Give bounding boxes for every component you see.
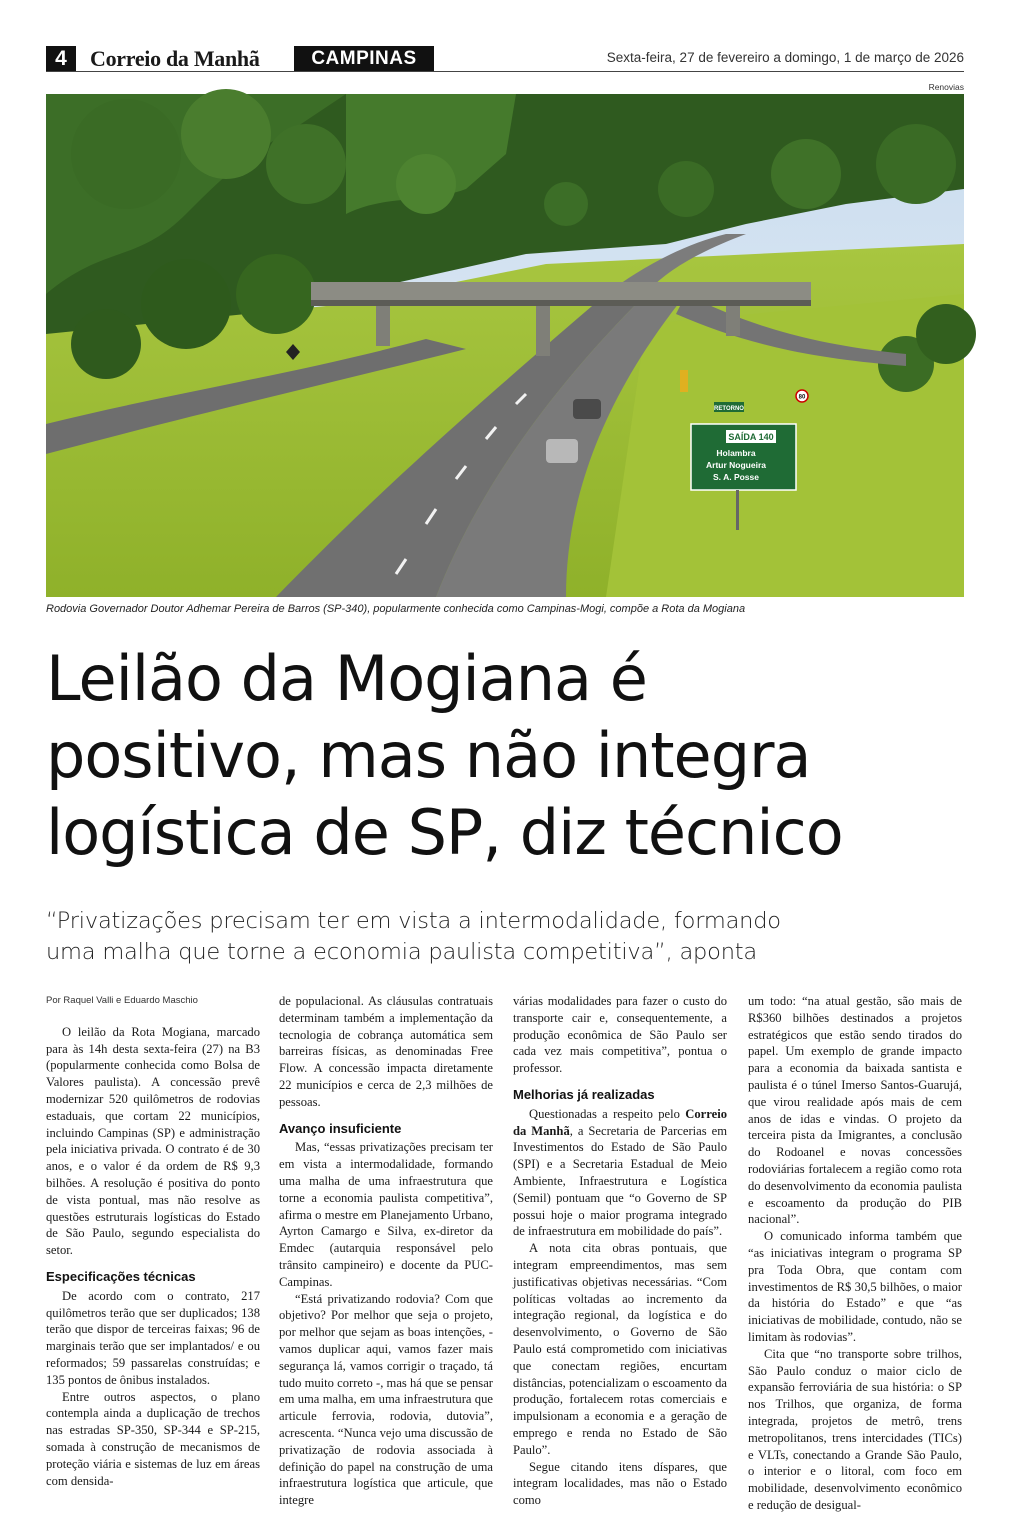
article-column-4 [748,993,962,1514]
masthead: Correio da Manhã [90,46,260,71]
paragraph: um todo: “na atual gestão, são mais de R$360 bilhões destinados a projetos estratégicos que estão sendo tirados do papel. Um exemplo de grande impacto para a economia da baixada santista e paulista é o túnel Imerso Santos-Guarujá, que virou realidade após mais de cem anos de idas e vindas. O projeto da terceira pista da Imigrantes, a conclusão do Rodoanel e novas concessões rodoviárias fortalecem a região como rota do desenvolvimento da economia paulista e escoamento da produção do PIB nacional”. [748,994,962,1227]
highway-photo [46,94,964,597]
paragraph: Mas, “essas privatizações precisam ter em vista a intermodalidade, formando uma malha de uma infraestrutura que torne a economia paulista competitiva”, afirma o mestre em Planejamento Urbano, Ayrton Camargo e Silva, ex-diretor da Emdec (autarquia responsável pelo trânsito campineiro) e docente da PUC-Campinas. [279,1140,493,1289]
paragraph: Entre outros aspectos, o plano contempla ainda a duplicação de trechos nas estradas SP-350, SP-344 e SP-215, somada à construção de mecanismos de proteção viária e sistemas de luz em áreas com densida- [46,1389,260,1488]
paragraph: A nota cita obras pontuais, que integram empreendimentos, mas sem justificativas objetivas necessárias. “Com políticas voltadas ao incremento da integração regional, da logística e do desenvolvimento, o Governo de São Paulo está comprometido com iniciativas que conectam regiões, encurtam distâncias, potencializam o escoamento da produção, fortalecem rotas comerciais e impulsionam a economia e a geração de emprego e renda no Estado de São Paulo”. [513,1241,727,1457]
byline: Por Raquel Valli e Eduardo Maschio [46,995,198,1006]
subheading: Melhorias já realizadas [513,1086,655,1102]
paragraph: várias modalidades para fazer o custo do transporte cair e, consequentemente, a produção econômica de São Paulo ser cada vez mais competitiva”, pontua o professor. [513,994,727,1076]
paragraph: “Está privatizando rodovia? Com que objetivo? Por melhor que seja o projeto, por melhor que sejam as boas intenções, - vamos duplicar aqui, vamos fazer mais segurança lá, vamos corrigir o traçado, tá tudo muito correto -, mas há que se pensar em uma malha, em uma infraestrutura que articule ferrovia, rodovia, dutovia”, acrescenta. “Nunca vejo uma discussão de privatização de rodovia associada à definição do papel na construção de uma infraestrutura logística que articule, que integre [279,1291,493,1508]
paragraph-text: Questionadas a respeito pelo [529,1106,686,1121]
paragraph: O leilão da Rota Mogiana, marcado para às 14h desta sexta-feira (27) na B3 (popularmente conhecida como Bolsa de Valores paulista). A concessão prevê modernizar 520 quilômetros de rodovias estaduais, que cortam 22 municípios, incluindo Campinas (SP) e administração pela iniciativa privada. O contrato é de 30 anos, e o valor é da ordem de R$ 9,3 bilhões. A resolução é positiva do ponto de vista pontual, mas não resolve as questões estruturais logísticas do Estado de São Paulo, segundo especialista do setor. [46,1024,260,1258]
article-column-3 [513,993,727,1509]
paragraph: Cita que “no transporte sobre trilhos, São Paulo conduz o maior ciclo de expansão ferroviária de sua história: o SP nos Trilhos, que organiza, de forma integrada, projetos de metrô, trens metropolitanos, trens intercidades (TICs) e VLTs, conectando a Grande São Paulo, o interior e o litoral, com foco em mobilidade, desenvolvimento econômico e redução de desigual- [748,1346,962,1512]
article-column-2 [279,993,493,1509]
subheading: Avanço insuficiente [279,1120,402,1136]
page-header [46,46,964,72]
sign-dest-artur: Artur Nogueira [706,460,766,470]
sign-exit: SAÍDA 140 [728,432,774,442]
paragraph: Segue citando itens díspares, que integram localidades, mas não o Estado como [513,1459,727,1508]
deck-line-2: uma malha que torne a economia paulista competitiva”, aponta [46,939,757,965]
deck [46,906,964,968]
headline-line-3: logística de SP, diz técnico [46,796,843,869]
dateline: Sexta-feira, 27 de fevereiro a domingo, 1 de março de 2026 [606,50,964,65]
article-column-1 [46,993,260,1489]
subheading: Especificações técnicas [46,1268,196,1284]
page-number: 4 [46,46,76,71]
deck-line-1: “Privatizações precisam ter em vista a intermodalidade, formando [46,908,781,934]
paragraph-text: , a Secretaria de Parcerias em Investimentos do Estado de São Paulo (SPI) e a Secretaria Estadual de Meio Ambiente, Infraestrutura e Logística (Semil) pontuam que “o Governo de SP possui hoje o maior programa integrado de infraestrutura em mobilidade do país”. [513,1123,727,1239]
paragraph: De acordo com o contrato, 217 quilômetros terão que ser duplicados; 138 terão que dispor de terceiras faixas; 96 de marginais terão que ser implantados/ e ou reformados; 59 passarelas construídas; e 135 pontos de ônibus instalados. [46,1288,260,1387]
sign-dest-posse: S. A. Posse [713,472,759,482]
sign-retorno: RETORNO [714,406,744,412]
section-label: CAMPINAS [294,46,434,71]
photo-credit: Renovias [928,82,964,92]
sign-dest-holambra: Holambra [716,448,756,458]
paragraph: de populacional. As cláusulas contratuais determinam também a implementação da tecnologia de cobrança automática sem barreiras físicas, as denominadas Free Flow. A concessão impacta diretamente 22 municípios e cerca de 2,3 milhões de pessoas. [279,994,493,1109]
headline-line-1: Leilão da Mogiana é [46,642,647,715]
paragraph [513,1106,727,1240]
photo-caption: Rodovia Governador Doutor Adhemar Pereira de Barros (SP-340), popularmente conhecida como Campinas-Mogi, compõe a Rota da Mogiana [46,603,746,615]
newspaper-name: Correio da Manhã [513,1106,727,1138]
headline [46,640,976,871]
speed-sign: 80 [798,394,806,401]
paragraph: O comunicado informa também que “as iniciativas integram o programa SP pra Toda Obra, que contam com investimentos de R$ 30,5 bilhões, o maior da história do Estado” e que “as iniciativas de mobilidade, contudo, não se limitam às rodovias”. [748,1229,962,1344]
headline-line-2: positivo, mas não integra [46,719,811,792]
header-rule [46,71,964,72]
